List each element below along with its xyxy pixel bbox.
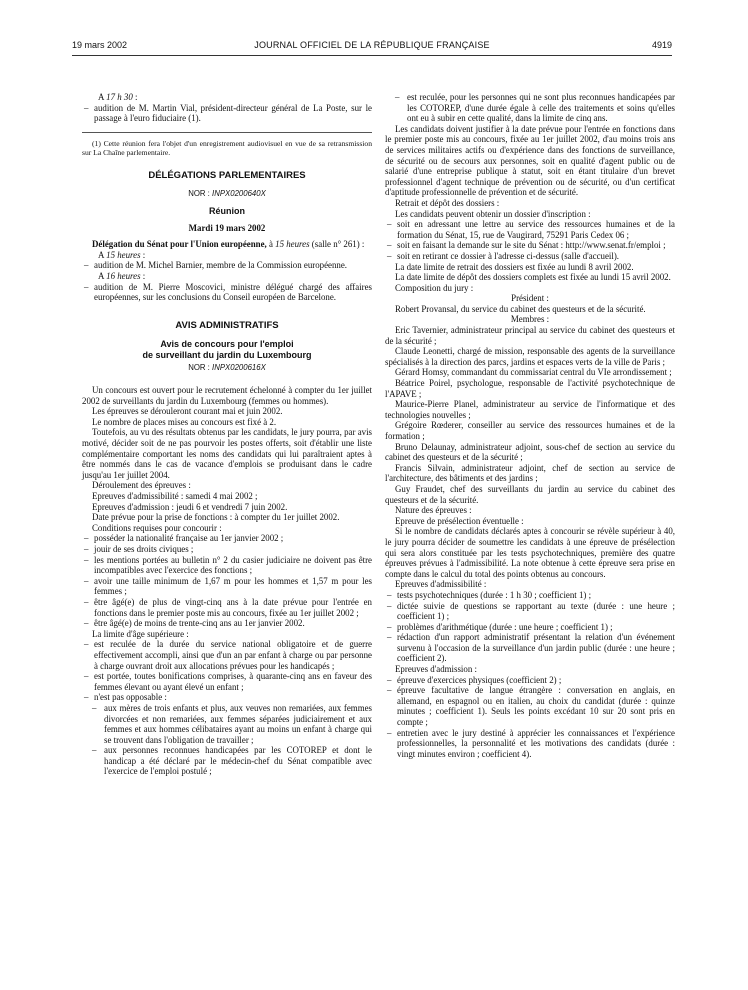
list-item: – est reculée de la durée du service national obligatoire et de guerre effectivement accompli, ainsi que d'un an par enfant à charge ou par personne à charge ouvrant droit aux allocations prévues pour les handicapés ; <box>82 639 372 671</box>
list-item: – tests psychotechniques (durée : 1 h 30 ; coefficient 1) ; <box>385 590 675 601</box>
list-item: – être âgé(e) de plus de vingt-cinq ans à la date prévue pour l'entrée en fonctions dans le premier poste mis au concours, fixée au 1er juillet 2002 ; <box>82 597 372 618</box>
jury-role: Membres : <box>510 314 550 325</box>
paragraph: Déroulement des épreuves : <box>92 480 191 491</box>
section-title: AVIS ADMINISTRATIFS <box>175 319 279 331</box>
list-item: – être âgé(e) de moins de trente-cinq ans au 1er janvier 2002. <box>82 618 372 629</box>
page-number: 4919 <box>651 40 672 50</box>
reunion-heading: Réunion <box>209 205 245 216</box>
footnote: (1) Cette réunion fera l'objet d'un enregistrement audiovisuel en vue de sa retransmission sur La Chaîne parlementaire. <box>82 138 372 157</box>
paragraph: Si le nombre de candidats déclarés aptes à concourir se révèle supérieur à 40, le jury pourra décider de soumettre les candidats à une épreuve de présélection qui sera alors constituée par les tests psychotechniques, première des quatre épreuves prévues à l'admissibilité. La note obtenue à cette épreuve sera prise en compte dans le calcul du total des points obtenus au concours. <box>385 526 675 579</box>
jury-member: Grégoire Rœderer, conseiller au service des ressources humaines et de la formation ; <box>385 420 675 441</box>
nor-reference: NOR : INPX0200640X <box>188 189 266 199</box>
jury-role: Président : <box>511 293 549 304</box>
paragraph: Robert Provansal, du service du cabinet des questeurs et de la sécurité. <box>395 303 646 314</box>
header-rule <box>72 55 672 56</box>
paragraph: Epreuves d'admission : <box>395 664 477 675</box>
list-item: – problèmes d'arithmétique (durée : une heure ; coefficient 1) ; <box>385 622 675 633</box>
time-heading: A 15 heures : <box>98 249 146 260</box>
nor-reference: NOR : INPX0200616X <box>188 362 266 372</box>
jury-member: Francis Silvain, administrateur adjoint, chef de section au service de l'architecture, des bâtiments et des jardins ; <box>385 462 675 484</box>
paragraph: Un concours est ouvert pour le recrutement échelonné à compter du 1er juillet 2002 de surveillants du jardin du Luxembourg (femmes ou hommes). <box>82 385 372 406</box>
list-item: – entretien avec le jury destiné à apprécier les connaissances et l'expérience professionnelles, la personnalité et les motivations des candidats (durée : vingt minutes environ ; coefficient 4). <box>385 728 675 760</box>
paragraph: Le nombre de places mises au concours est fixé à 2. <box>92 416 277 427</box>
right-column <box>385 92 675 759</box>
list-item: – n'est pas opposable : <box>82 692 372 703</box>
paragraph: Les candidats peuvent obtenir un dossier d'inscription : <box>395 208 591 219</box>
paragraph: Les candidats doivent justifier à la date prévue pour l'entrée en fonctions dans le premier poste mis au concours, fixée au 1er juillet 2002, d'au moins trois ans de services militaires actifs ou d'expérience dans des fonctions de surveillance, de sécurité ou de secours aux personnes, soit en qualité d'agent public ou de salarié d'une entreprise publique à statut, soit en étant titulaire d'un brevet professionnel d'agent technique de prévention ou de sécurité, ou d'un certificat d'aptitude professionnelle de prévention et de sécurité. <box>385 123 675 198</box>
agenda-item: – audition de M. Michel Barnier, membre de la Commission européenne. <box>82 260 372 271</box>
journal-title: JOURNAL OFFICIEL DE LA RÉPUBLIQUE FRANÇAISE <box>254 40 490 50</box>
sub-list-item: – aux mères de trois enfants et plus, aux veuves non remariées, aux femmes divorcées et non remariées, aux femmes séparées judiciairement et aux femmes et aux hommes célibataires ayant au moins un enfant à charge qui se trouvent dans l'obligation de travailler ; <box>82 703 372 745</box>
list-item: – posséder la nationalité française au 1er janvier 2002 ; <box>82 533 372 544</box>
header-date: 19 mars 2002 <box>72 40 128 50</box>
list-item: – est portée, toutes bonifications comprises, à quarante-cinq ans en faveur des femmes élevant ou ayant élevé un enfant ; <box>82 671 372 692</box>
paragraph: Conditions requises pour concourir : <box>92 522 222 533</box>
jury-member: Guy Fraudet, chef des surveillants du jardin au service du cabinet des questeurs et de la sécurité. <box>385 483 675 505</box>
list-item: – épreuve d'exercices physiques (coefficient 2) ; <box>385 675 675 686</box>
list-item: – jouir de ses droits civiques ; <box>82 544 372 555</box>
left-column <box>82 92 372 777</box>
delegation-line: Délégation du Sénat pour l'Union européenne, à 15 heures (salle n° 261) : <box>92 239 365 250</box>
paragraph: Date prévue pour la prise de fonctions : à compter du 1er juillet 2002. <box>92 512 340 523</box>
time-heading: A 17 h 30 : <box>98 92 138 102</box>
paragraph: La limite d'âge supérieure : <box>92 628 189 639</box>
jury-member: Béatrice Poirel, psychologue, responsable de l'activité psychotechnique de l'APAVE ; <box>385 378 675 399</box>
paragraph: Nature des épreuves : <box>395 505 472 516</box>
paragraph: La date limite de retrait des dossiers est fixée au lundi 8 avril 2002. <box>395 261 634 272</box>
paragraph: Toutefois, au vu des résultats obtenus par les candidats, le jury pourra, par avis motivé, décider soit de ne pas pourvoir les postes offerts, soit d'établir une liste complémentaire comportant les noms des candidats qui lui paraîtraient aptes à être nommés dans le cas de vacance d'emplois se produisant dans le cadre jusqu'au 1er juillet 2004. <box>82 427 372 480</box>
paragraph: Epreuves d'admission : jeudi 6 et vendredi 7 juin 2002. <box>92 501 288 512</box>
jury-member: Gérard Homsy, commandant du commissariat central du VIe arrondissement ; <box>395 367 672 378</box>
list-item: – dictée suivie de questions se rapportant au texte (durée : une heure ; coefficient 1) ; <box>385 601 675 622</box>
page-header <box>72 40 672 54</box>
list-item: – les mentions portées au bulletin n° 2 du casier judiciaire ne doivent pas être incompatibles avec l'exercice des fonctions ; <box>82 555 372 576</box>
time-heading: A 16 heures : <box>98 270 146 281</box>
list-item: – soit en retirant ce dossier à l'adresse ci-dessus (salle d'accueil). <box>385 251 675 262</box>
list-item: – soit en adressant une lettre au service des ressources humaines et de la formation du Sénat, 15, rue de Vaugirard, 75291 Paris Cedex 06 ; <box>385 219 675 240</box>
list-item: – rédaction d'un rapport administratif présentant la relation d'un événement survenu à l'occasion de la surveillance d'un jardin public (durée : une heure ; coefficient 2). <box>385 632 675 664</box>
paragraph: Epreuves d'admissibilité : <box>395 579 487 590</box>
sub-list-item: – aux personnes reconnues handicapées par les COTOREP et dont le handicap a été déclaré par le médecin-chef du Sénat compatible avec l'exercice de l'emploi postulé ; <box>82 745 372 777</box>
paragraph: La date limite de dépôt des dossiers complets est fixée au lundi 15 avril 2002. <box>395 272 671 283</box>
list-item: – avoir une taille minimum de 1,67 m pour les hommes et 1,57 m pour les femmes ; <box>82 576 372 597</box>
jury-member: Bruno Delaunay, administrateur adjoint, sous-chef de section au service du cabinet des questeurs et de la sécurité ; <box>385 441 675 463</box>
paragraph: Composition du jury : <box>395 282 474 293</box>
notice-title-line: de surveillant du jardin du Luxembourg <box>142 349 312 360</box>
section-title: DÉLÉGATIONS PARLEMENTAIRES <box>148 169 306 181</box>
paragraph: Les épreuves se dérouleront courant mai et juin 2002. <box>92 406 283 417</box>
list-item: – épreuve facultative de langue étrangère : conversation en anglais, en allemand, en espagnol ou en italien, au choix du candidat (durée : quinze minutes ; coefficient 1). Seuls les points excédant 10 sur 20 sont pris en compte ; <box>385 685 675 727</box>
footnote-rule <box>82 132 372 133</box>
agenda-item: – audition de M. Martin Vial, président-directeur général de La Poste, sur le passage à l'euro fiduciaire (1). <box>82 103 372 124</box>
jury-member: Maurice-Pierre Planel, administrateur au service de l'informatique et des technologies nouvelles ; <box>385 399 675 420</box>
sub-list-item: – est reculée, pour les personnes qui ne sont plus reconnues handicapées par les COTOREP, d'une durée égale à celle des traitements et soins qu'elles ont eu à subir en cette qualité, dans la limite de cinq ans. <box>385 92 675 124</box>
paragraph: Epreuves d'admissibilité : samedi 4 mai 2002 ; <box>92 491 258 502</box>
date-heading: Mardi 19 mars 2002 <box>188 222 266 233</box>
paragraph: Retrait et dépôt des dossiers : <box>395 197 500 208</box>
notice-title-line: Avis de concours pour l'emploi <box>160 339 294 350</box>
list-item: – soit en faisant la demande sur le site du Sénat : http://www.senat.fr/emploi ; <box>385 240 675 251</box>
agenda-item: – audition de M. Pierre Moscovici, ministre délégué chargé des affaires européennes, sur les conclusions du Conseil européen de Barcelone. <box>82 282 372 303</box>
paragraph: Epreuve de présélection éventuelle : <box>395 515 524 526</box>
jury-member: Eric Tavernier, administrateur principal au service du cabinet des questeurs et de la sécurité ; <box>385 325 675 346</box>
jury-member: Claude Leonetti, chargé de mission, responsable des agents de la surveillance spécialisés à la direction des parcs, jardins et espaces verts de la ville de Paris ; <box>385 346 675 367</box>
